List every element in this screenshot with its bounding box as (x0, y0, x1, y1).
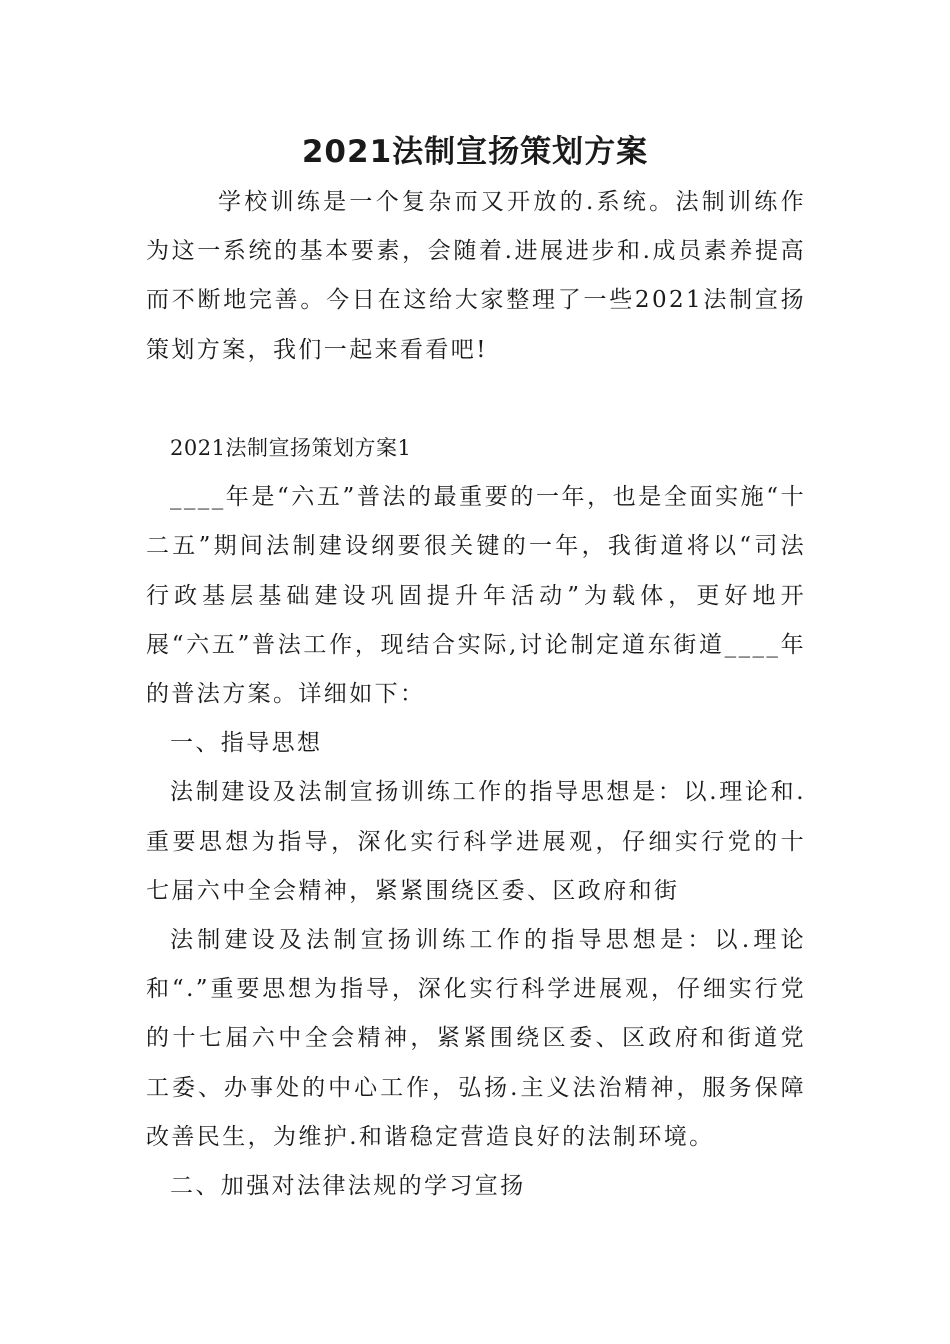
paragraph-overview: ____年是“六五”普法的最重要的一年，也是全面实施“十二五”期间法制建设纲要很关键的一年，我街道将以“司法行政基层基础建设巩固提升年活动”为载体，更好地开展“六五”普法工作，现结合实际,讨论制定道东街道____年的普法方案。详细如下： (146, 484, 806, 708)
paragraph-guiding-ideology-1: 法制建设及法制宣扬训练工作的指导思想是：以.理论和.重要思想为指导，深化实行科学进展观，仔细实行党的十七届六中全会精神，紧紧围绕区委、区政府和街 (146, 779, 806, 904)
document-body (146, 178, 806, 1211)
heading-law-study: 二、加强对法律法规的学习宣扬 (170, 1173, 526, 1200)
blank-line (146, 375, 806, 424)
paragraph-guiding-ideology-2: 法制建设及法制宣扬训练工作的指导思想是：以.理论和“.”重要思想为指导，深化实行科学进展观，仔细实行党的十七届六中全会精神，紧紧围绕区委、区政府和街道党工委、办事处的中心工作，弘扬.主义法治精神，服务保障改善民生，为维护.和谐稳定营造良好的法制环境。 (146, 927, 806, 1150)
section-heading-plan-1: 2021法制宣扬策划方案1 (170, 436, 412, 460)
intro-paragraph: 学校训练是一个复杂而又开放的.系统。法制训练作为这一系统的基本要素，会随着.进展进步和.成员素养提高而不断地完善。今日在这给大家整理了一些2021法制宣扬策划方案，我们一起来看看吧! (146, 189, 806, 363)
heading-guiding-ideology: 一、指导思想 (170, 730, 323, 757)
document-title: 2021法制宣扬策划方案 (301, 134, 649, 170)
